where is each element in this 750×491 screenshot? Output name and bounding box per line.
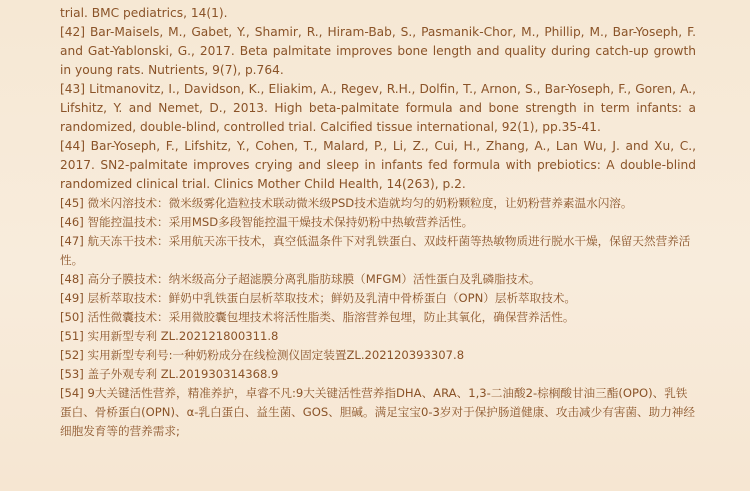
reference-52: [52] 实用新型专利号:一种奶粉成分在线检测仪固定装置ZL.202120393307.8	[60, 348, 465, 362]
reference-46: [46] 智能控温技术：采用MSD多段智能控温干燥技术保持奶粉中热敏营养活性。	[60, 215, 474, 229]
reference-43: [43] Litmanovitz, I., Davidson, K., Eliakim, A., Regev, R.H., Dolfin, T., Arnon, S., Bar-Yoseph, F., Goren, A., Lifshitz, Y. and Nemet, D., 2013. High beta-palmitate formula and bone strength in term infants: a randomized, double-blind, controlled trial. Calcified tissue international, 92(1), pp.35-41.	[60, 82, 696, 134]
reference-41-tail: trial. BMC pediatrics, 14(1).	[60, 6, 228, 20]
reference-list	[60, 4, 696, 441]
reference-45: [45] 微米闪溶技术：微米级雾化造粒技术联动微米级PSD技术造就均匀的奶粉颗粒度，让奶粉营养素温水闪溶。	[60, 196, 633, 210]
reference-47: [47] 航天冻干技术：采用航天冻干技术，真空低温条件下对乳铁蛋白、双歧杆菌等热敏物质进行脱水干燥，保留天然营养活性。	[60, 234, 691, 267]
reference-51: [51] 实用新型专利 ZL.202121800311.8	[60, 329, 279, 343]
reference-53: [53] 盖子外观专利 ZL.201930314368.9	[60, 367, 279, 381]
reference-50: [50] 活性微囊技术：采用微胶囊包埋技术将活性脂类、脂溶营养包埋，防止其氧化，确保营养活性。	[60, 310, 575, 324]
reference-54: [54] 9大关键活性营养，精准养护，卓睿不凡:9大关键活性营养指DHA、ARA、1,3-二油酸2-棕榈酸甘油三酯(OPO)、乳铁蛋白、骨桥蛋白(OPN)、α-乳白蛋白、益生菌、GOS、胆碱。满足宝宝0-3岁对于保护肠道健康、攻击减少有害菌、助力神经细胞发育等的营养需求;	[60, 386, 695, 438]
reference-42: [42] Bar-Maisels, M., Gabet, Y., Shamir, R., Hiram-Bab, S., Pasmanik-Chor, M., Phillip, M., Bar-Yoseph, F. and Gat-Yablonski, G., 2017. Beta palmitate improves bone length and quality during catch-up growth in young rats. Nutrients, 9(7), p.764.	[60, 25, 696, 77]
reference-44: [44] Bar-Yoseph, F., Lifshitz, Y., Cohen, T., Malard, P., Li, Z., Cui, H., Zhang, A., Lan Wu, J. and Xu, C., 2017. SN2-palmitate improves crying and sleep in infants fed formula with prebiotics: A double-blind randomized clinical trial. Clinics Mother Child Health, 14(263), p.2.	[60, 139, 696, 191]
reference-48: [48] 高分子膜技术：纳米级高分子超滤膜分离乳脂肪球膜（MFGM）活性蛋白及乳磷脂技术。	[60, 272, 541, 286]
reference-49: [49] 层析萃取技术：鲜奶中乳铁蛋白层析萃取技术；鲜奶及乳清中骨桥蛋白（OPN）层析萃取技术。	[60, 291, 577, 305]
